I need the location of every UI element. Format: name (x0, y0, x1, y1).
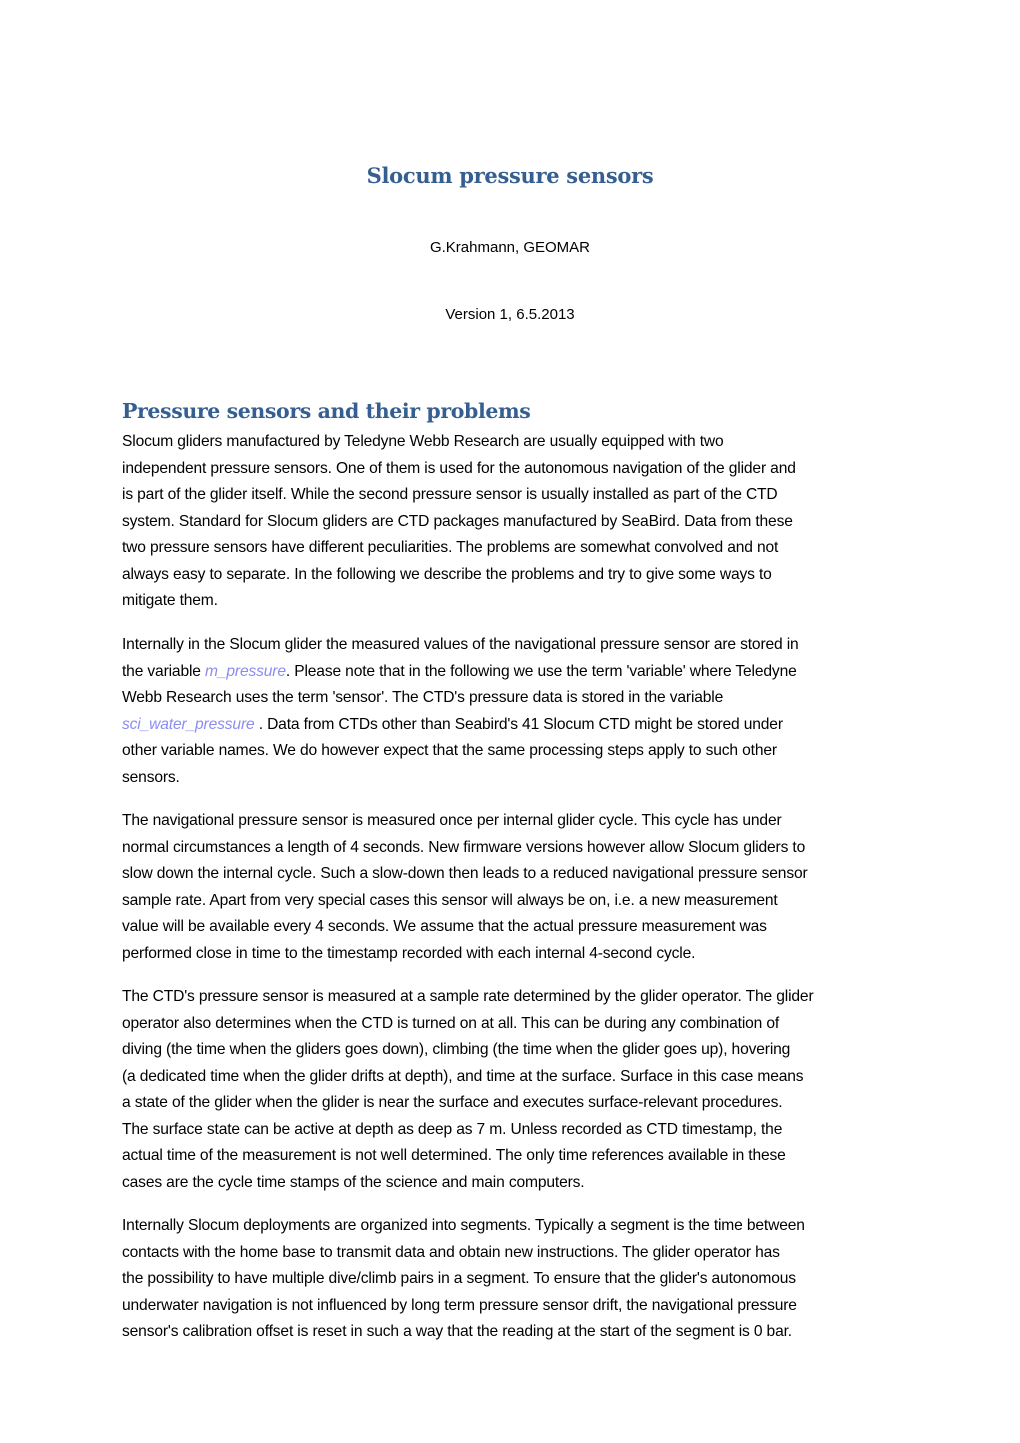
section-heading: Pressure sensors and their problems (122, 399, 531, 423)
paragraph-navigational-sensor (122, 808, 902, 967)
text-line: mitigate them. (122, 592, 218, 609)
text-line: system. Standard for Slocum gliders are CTD packages manufactured by SeaBird. Data from these (122, 512, 793, 530)
text-fragment: . Please note that in the following we use the term 'variable' where Teledyne (285, 662, 797, 680)
text-line: diving (the time when the gliders goes down), climbing (the time when the glider goes up), hovering (122, 1041, 791, 1058)
paragraph-intro (122, 429, 902, 615)
text-line: operator also determines when the CTD is turned on at all. This can be during any combination of (122, 1014, 780, 1032)
text-line: The CTD's pressure sensor is measured at a sample rate determined by the glider operator. The glider (122, 988, 814, 1005)
text-line: slow down the internal cycle. Such a slow-down then leads to a reduced navigational pressure sensor (122, 865, 808, 882)
text-line: sample rate. Apart from very special cases this sensor will always be on, i.e. a new measurement (122, 891, 778, 909)
document-title: Slocum pressure sensors (366, 163, 654, 188)
text-line: contacts with the home base to transmit data and obtain new instructions. The glider operator has (122, 1243, 780, 1261)
text-line: Internally Slocum deployments are organized into segments. Typically a segment is the time between (122, 1217, 805, 1234)
text-line: sensors. (122, 768, 180, 786)
text-line: a state of the glider when the glider is near the surface and executes surface-relevant procedures. (122, 1094, 783, 1111)
variable-name-m-pressure: m_pressure (205, 662, 286, 680)
text-line: cases are the cycle time stamps of the science and main computers. (122, 1173, 585, 1191)
text-line: always easy to separate. In the following we describe the problems and try to give some ways to (122, 565, 772, 583)
text-line: Slocum gliders manufactured by Teledyne Webb Research are usually equipped with two (122, 433, 724, 450)
text-line: is part of the glider itself. While the second pressure sensor is usually installed as part of the CTD (122, 486, 778, 503)
text-line: other variable names. We do however expect that the same processing steps apply to such other (122, 742, 777, 759)
text-line: underwater navigation is not influenced by long term pressure sensor drift, the navigational pressure (122, 1296, 797, 1314)
text-fragment: the variable (122, 662, 206, 680)
document-version: Version 1, 6.5.2013 (445, 306, 575, 323)
text-line: Webb Research uses the term 'sensor'. The CTD's pressure data is stored in the variable (122, 689, 724, 706)
document-author: G.Krahmann, GEOMAR (429, 239, 591, 256)
text-line: value will be available every 4 seconds. We assume that the actual pressure measurement was (122, 918, 767, 935)
text-line: actual time of the measurement is not well determined. The only time references available in these (122, 1147, 786, 1164)
variable-name-sci-water-pressure: sci_water_pressure (122, 715, 255, 733)
paragraph-segments (122, 1213, 902, 1346)
paragraph-variables (122, 632, 902, 791)
text-line: sensor's calibration offset is reset in such a way that the reading at the start of the segment is 0 bar. (122, 1323, 792, 1340)
text-line: two pressure sensors have different peculiarities. The problems are somewhat convolved and not (122, 539, 779, 556)
text-line: The surface state can be active at depth as deep as 7 m. Unless recorded as CTD timestamp, the (122, 1120, 783, 1138)
text-fragment: . Data from CTDs other than Seabird's 41 Slocum CTD might be stored under (254, 715, 783, 733)
text-line (122, 712, 902, 739)
text-line (122, 659, 902, 686)
text-line: the possibility to have multiple dive/climb pairs in a segment. To ensure that the glider's autonomous (122, 1270, 796, 1287)
text-line: independent pressure sensors. One of them is used for the autonomous navigation of the glider and (122, 459, 796, 477)
text-line: performed close in time to the timestamp recorded with each internal 4-second cycle. (122, 944, 696, 962)
text-line: normal circumstances a length of 4 seconds. New firmware versions however allow Slocum gliders to (122, 838, 806, 856)
text-line: (a dedicated time when the glider drifts at depth), and time at the surface. Surface in this case means (122, 1067, 804, 1085)
text-line: Internally in the Slocum glider the measured values of the navigational pressure sensor are stored in (122, 636, 799, 653)
paragraph-ctd-sensor (122, 984, 902, 1196)
text-line: The navigational pressure sensor is measured once per internal glider cycle. This cycle has under (122, 812, 782, 829)
